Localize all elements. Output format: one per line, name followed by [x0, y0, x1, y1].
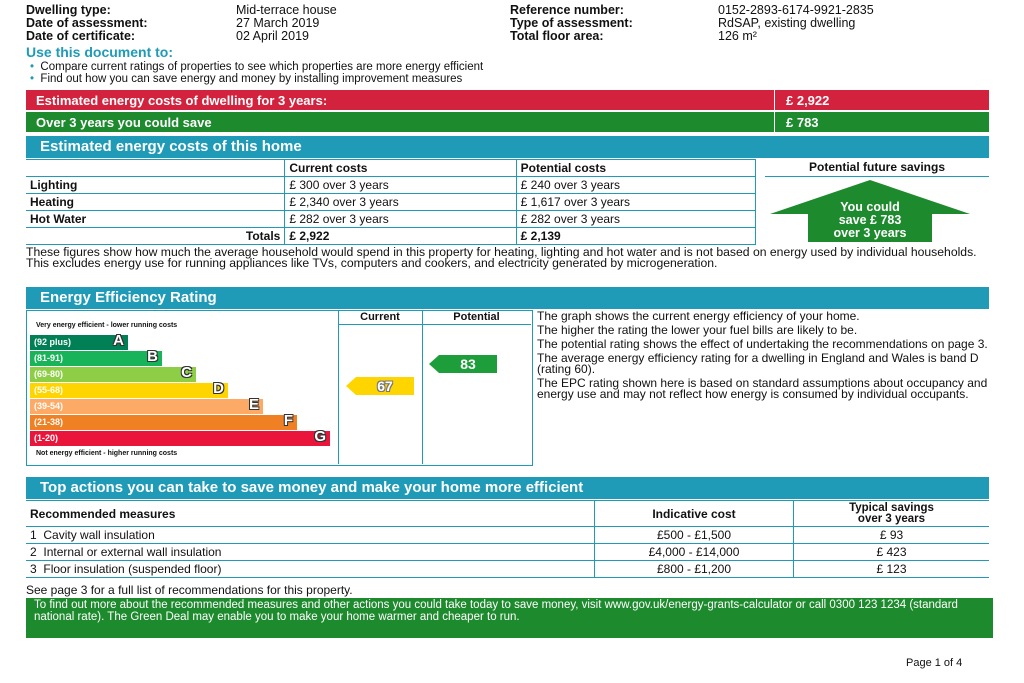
table-row: 2 Internal or external wall insulation £4,000 - £14,000 £ 423	[26, 544, 989, 561]
rating-note: The higher the rating the lower your fuel bills are likely to be.	[537, 323, 858, 337]
bottom-caption: Not energy efficient - higher running costs	[36, 450, 178, 457]
assessment-type-value: RdSAP, existing dwelling	[718, 16, 856, 30]
dwelling-type-value: Mid-terrace house	[236, 3, 337, 17]
divider	[765, 176, 989, 177]
band-e: (39-54) E	[30, 399, 263, 414]
costs-table	[26, 159, 756, 245]
bullet-item: • Find out how you can save energy and money by installing improvement measures	[30, 73, 463, 85]
top-caption: Very energy efficient - lower running costs	[36, 322, 178, 329]
table-row: 1 Cavity wall insulation £500 - £1,500 £ 93	[26, 527, 989, 544]
divider	[422, 310, 423, 464]
estimated-costs-label: Estimated energy costs of dwelling for 3 years:	[36, 93, 328, 108]
use-document-title: Use this document to:	[26, 44, 174, 60]
band-d: (55-68) D	[30, 383, 228, 398]
band-b: (81-91) B	[30, 351, 162, 366]
col-recommended-measures: Recommended measures	[26, 501, 595, 527]
col-potential-costs: Potential costs	[516, 160, 755, 177]
col-current-costs: Current costs	[285, 160, 516, 177]
rating-col-potential: Potential	[453, 311, 500, 323]
savings-arrow-text: You could save £ 783 over 3 years	[833, 200, 907, 240]
rating-notes	[537, 311, 989, 400]
rating-note: The EPC rating shown here is based on standard assumptions about occupancy and energy use and may not reflect how energy is consumed by individual occupants.	[537, 376, 988, 401]
date-of-certificate-value: 02 April 2019	[236, 29, 309, 43]
totals-row: Totals £ 2,922 £ 2,139	[26, 228, 756, 245]
col-typical-savings: Typical savings over 3 years	[794, 501, 990, 527]
rating-section-header: Energy Efficiency Rating	[26, 287, 989, 309]
actions-section-header: Top actions you can take to save money and make your home more efficient	[26, 477, 989, 499]
table-row: Hot Water £ 282 over 3 years £ 282 over 3 years	[26, 211, 756, 228]
table-row: Lighting £ 300 over 3 years £ 240 over 3 years	[26, 177, 756, 194]
current-rating-value: 67	[377, 378, 393, 394]
green-deal-note: To find out more about the recommended measures and other actions you could take today to save money, visit www.gov.uk/energy-grants-calculator or call 0300 123 1234 (standard national rate). The Green Deal may enable you to make your home warmer and cheaper to run.	[26, 598, 993, 638]
col-potential-savings: Potential future savings	[808, 160, 946, 174]
table-row: Heating £ 2,340 over 3 years £ 1,617 over 3 years	[26, 194, 756, 211]
band-a: (92 plus) A	[30, 335, 128, 350]
col-indicative-cost: Indicative cost	[595, 501, 794, 527]
savings-label: Over 3 years you could save	[36, 115, 212, 130]
divider	[338, 310, 339, 464]
band-f: (21-38) F	[30, 415, 297, 430]
divider	[338, 324, 531, 325]
actions-table	[26, 500, 989, 578]
bullet-item: • Compare current ratings of properties to see which properties are more energy efficient	[30, 61, 484, 73]
potential-rating-value: 83	[460, 356, 476, 372]
assessment-type-label: Type of assessment:	[510, 16, 633, 30]
rating-note: The graph shows the current energy efficiency of your home.	[537, 309, 860, 323]
divider	[774, 112, 775, 132]
date-of-assessment-value: 27 March 2019	[236, 16, 320, 30]
floor-area-value: 126 m²	[718, 29, 757, 43]
see-page-note: See page 3 for a full list of recommendations for this property.	[26, 583, 353, 597]
use-document-bullets	[30, 61, 483, 85]
savings-bar	[26, 112, 989, 132]
rating-note: The average energy efficiency rating for a dwelling in England and Wales is band D (rating 60).	[537, 351, 979, 376]
dwelling-type-label: Dwelling type:	[26, 3, 111, 17]
band-c: (69-80) C	[30, 367, 196, 382]
band-g: (1-20) G	[30, 431, 330, 446]
rating-note: The potential rating shows the effect of undertaking the recommendations on page 3.	[537, 337, 988, 351]
rating-col-current: Current	[360, 311, 400, 323]
date-of-certificate-label: Date of certificate:	[26, 29, 136, 43]
page-number: Page 1 of 4	[906, 657, 963, 669]
costs-note: These figures show how much the average household would spend in this property for heating, lighting and hot water and is not based on energy used by individual households. This excludes energy use for running appliances like TVs, computers and cookers, and electricity generated by microgeneration.	[26, 245, 977, 270]
estimated-costs-bar	[26, 90, 989, 110]
floor-area-label: Total floor area:	[510, 29, 604, 43]
reference-number-label: Reference number:	[510, 3, 624, 17]
estimated-costs-value: £ 2,922	[786, 93, 830, 108]
date-of-assessment-label: Date of assessment:	[26, 16, 148, 30]
costs-section-header: Estimated energy costs of this home	[26, 136, 989, 158]
divider	[774, 90, 775, 110]
savings-value: £ 783	[786, 115, 819, 130]
table-row: 3 Floor insulation (suspended floor) £800 - £1,200 £ 123	[26, 561, 989, 578]
reference-number-value: 0152-2893-6174-9921-2835	[718, 3, 874, 17]
